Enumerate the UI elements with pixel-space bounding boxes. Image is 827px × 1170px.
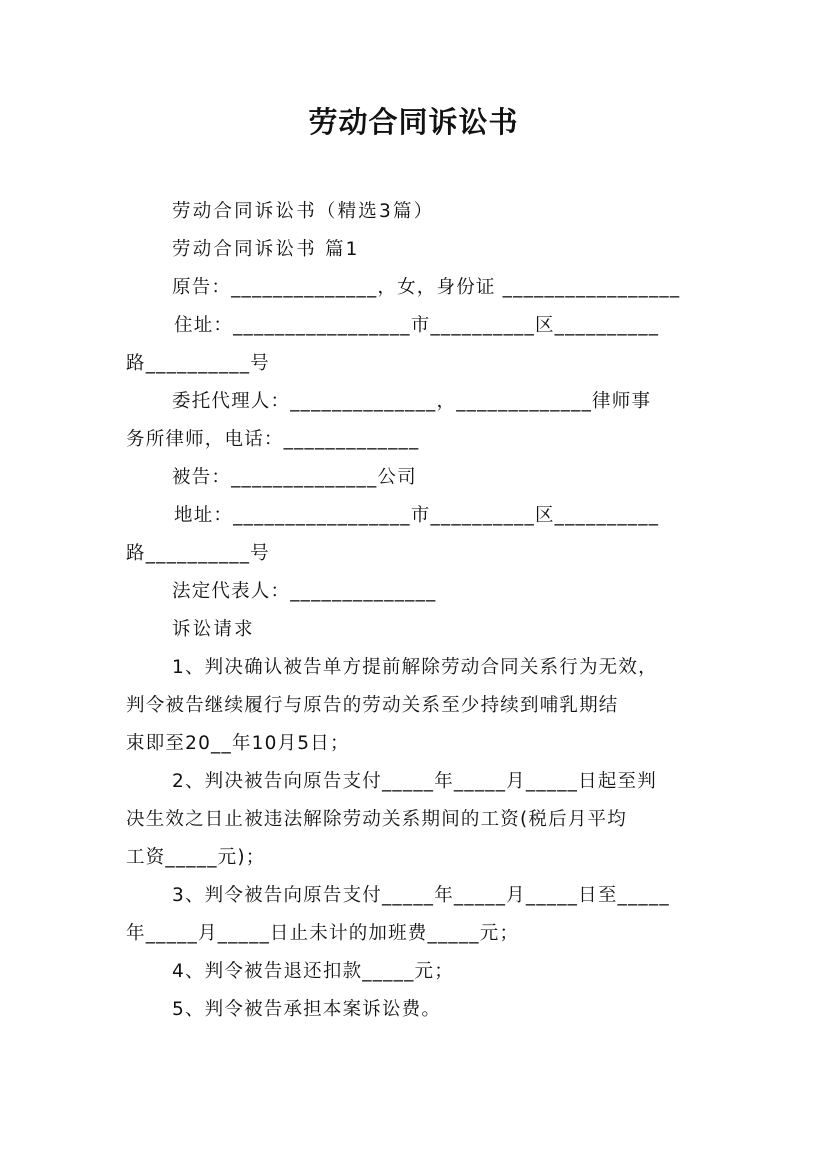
claim-2-line-3: 工资_____元)；: [126, 847, 266, 868]
claim-1-line-3: 束即至20__年10月5日；: [126, 733, 350, 754]
agent-phone-line: 务所律师，电话：_____________: [126, 429, 420, 450]
claim-3-line-1: 3、判令被告向原告支付_____年_____月_____日至_____: [172, 885, 670, 906]
document-body: [126, 193, 704, 1029]
plaintiff-line: 原告：______________，女，身份证 _________________: [172, 277, 681, 298]
claim-5-line: 5、判令被告承担本案诉讼费。: [172, 999, 442, 1020]
defendant-address-line: 地址：_________________市__________区__________: [174, 505, 660, 526]
claim-1-line-1: 1、判决确认被告单方提前解除劳动合同关系行为无效，: [172, 657, 658, 678]
plaintiff-address-road-line: 路__________号: [126, 353, 270, 374]
claim-3-line-2: 年_____月_____日止未计的加班费_____元；: [126, 923, 520, 944]
plaintiff-address-line: 住址：_________________市__________区__________: [174, 315, 660, 336]
legal-representative-line: 法定代表人：______________: [172, 581, 437, 602]
subtitle-line: 劳动合同诉讼书（精选3篇）: [172, 201, 435, 222]
claim-4-line: 4、判令被告退还扣款_____元；: [172, 961, 454, 982]
agent-line: 委托代理人：______________，_____________律师事: [172, 391, 652, 412]
claim-2-line-1: 2、判决被告向原告支付_____年_____月_____日起至判: [172, 771, 657, 792]
defendant-address-road-line: 路__________号: [126, 543, 270, 564]
section-heading: 劳动合同诉讼书 篇1: [172, 239, 360, 260]
claim-2-line-2: 决生效之日止被违法解除劳动关系期间的工资(税后月平均: [126, 809, 627, 830]
claim-1-line-2: 判令被告继续履行与原告的劳动关系至少持续到哺乳期结: [126, 695, 619, 716]
claims-heading: 诉讼请求: [172, 619, 255, 640]
document-title: 劳动合同诉讼书: [308, 105, 519, 139]
defendant-line: 被告：______________公司: [172, 467, 417, 488]
